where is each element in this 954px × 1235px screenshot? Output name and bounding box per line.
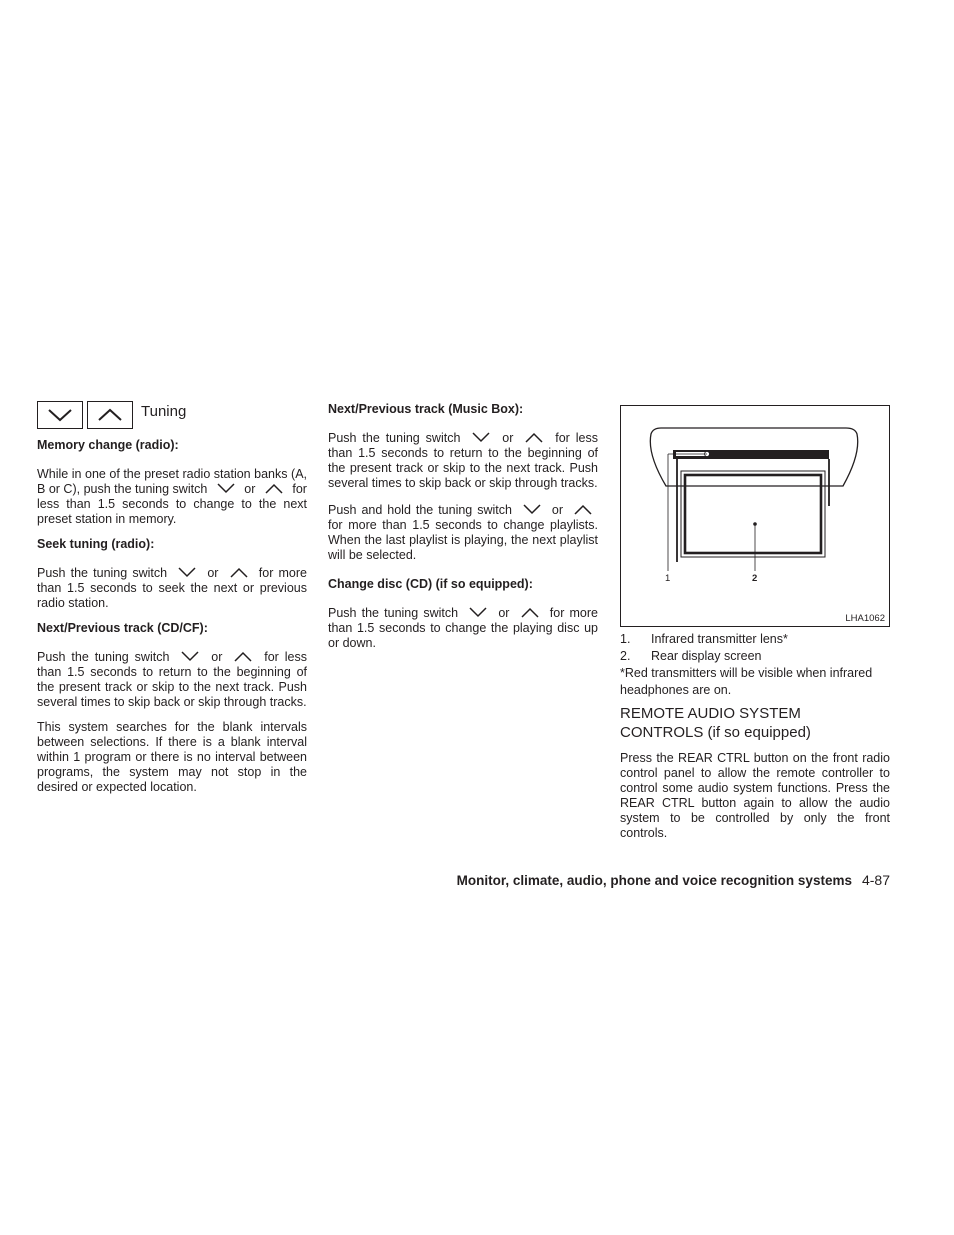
tune-down-key — [37, 401, 83, 429]
figure-label-1: 1 — [665, 573, 671, 584]
column-1 — [37, 400, 307, 803]
remote-audio-title: REMOTE AUDIO SYSTEM CONTROLS (if so equipped) — [620, 705, 811, 741]
memory-change-title: Memory change (radio): — [37, 438, 179, 452]
chevron-up-icon — [230, 567, 248, 578]
chevron-down-icon — [181, 651, 199, 662]
tuning-title: Tuning — [141, 402, 187, 420]
chevron-up-icon — [574, 504, 592, 515]
music-box-text-2: Push and hold the tuning switch or for more than 1.5 seconds to change playlists. When the last playlist is playing, the next playlist will be selected. — [328, 503, 598, 562]
chevron-up-icon — [265, 483, 283, 494]
seek-tuning-text: Push the tuning switch or for more than 1.5 seconds to seek the next or previous radio station. — [37, 566, 307, 610]
tuning-heading — [37, 400, 307, 430]
chevron-down-icon — [47, 407, 73, 423]
legend-num: 2. — [620, 649, 631, 663]
figure-code: LHA1062 — [845, 613, 885, 624]
chevron-down-icon — [523, 504, 541, 515]
next-prev-cd-text: Push the tuning switch or for less than 1.5 seconds to return to the beginning of the present track or skip to the next track. Push several times to skip back or skip through tracks. — [37, 650, 307, 709]
legend-text: Infrared transmitter lens* — [651, 632, 788, 646]
tune-up-key — [87, 401, 133, 429]
memory-change-text: While in one of the preset radio station banks (A, B or C), push the tuning switch or for less than 1.5 seconds to change to the next preset station in memory. — [37, 467, 307, 526]
chevron-up-icon — [525, 432, 543, 443]
change-disc-text: Push the tuning switch or for more than 1.5 seconds to change the playing disc up or down. — [328, 606, 598, 650]
remote-audio-text: Press the REAR CTRL button on the front radio control panel to allow the remote controller to control some audio system functions. Press the REAR CTRL button again to allow the audio system to be controlled by only the front controls. — [620, 751, 890, 840]
music-box-title: Next/Previous track (Music Box): — [328, 402, 524, 416]
music-box-text-1: Push the tuning switch or for less than 1.5 seconds to return to the beginning of the present track or skip to the next track. Push several times to skip back or skip through tracks. — [328, 431, 598, 490]
figure-legend — [620, 631, 890, 849]
legend-text: Rear display screen — [651, 649, 762, 663]
chevron-up-icon — [234, 651, 252, 662]
chevron-up-icon — [97, 407, 123, 423]
chevron-down-icon — [469, 607, 487, 618]
chevron-down-icon — [217, 483, 235, 494]
chevron-down-icon — [472, 432, 490, 443]
column-2 — [328, 402, 598, 659]
figure-label-2: 2 — [752, 573, 758, 584]
page-footer — [457, 872, 890, 888]
footer-section-title: Monitor, climate, audio, phone and voice recognition systems — [456, 873, 852, 888]
legend-item — [620, 631, 890, 648]
seek-tuning-title: Seek tuning (radio): — [37, 537, 155, 551]
next-prev-cd-title: Next/Previous track (CD/CF): — [37, 621, 208, 635]
chevron-down-icon — [178, 567, 196, 578]
legend-num: 1. — [620, 632, 631, 646]
blank-interval-text: This system searches for the blank intervals between selections. If there is a blank interval within 1 program or there is no interval between programs, the system may not stop in the desired or expected location. — [37, 720, 307, 794]
change-disc-title: Change disc (CD) (if so equipped): — [328, 577, 533, 591]
rear-display-figure — [620, 405, 890, 627]
page-number: 4-87 — [861, 872, 890, 888]
legend-item — [620, 648, 890, 665]
legend-note: *Red transmitters will be visible when infrared headphones are on. — [620, 666, 873, 697]
chevron-up-icon — [521, 607, 539, 618]
rear-display-illustration — [621, 406, 889, 626]
